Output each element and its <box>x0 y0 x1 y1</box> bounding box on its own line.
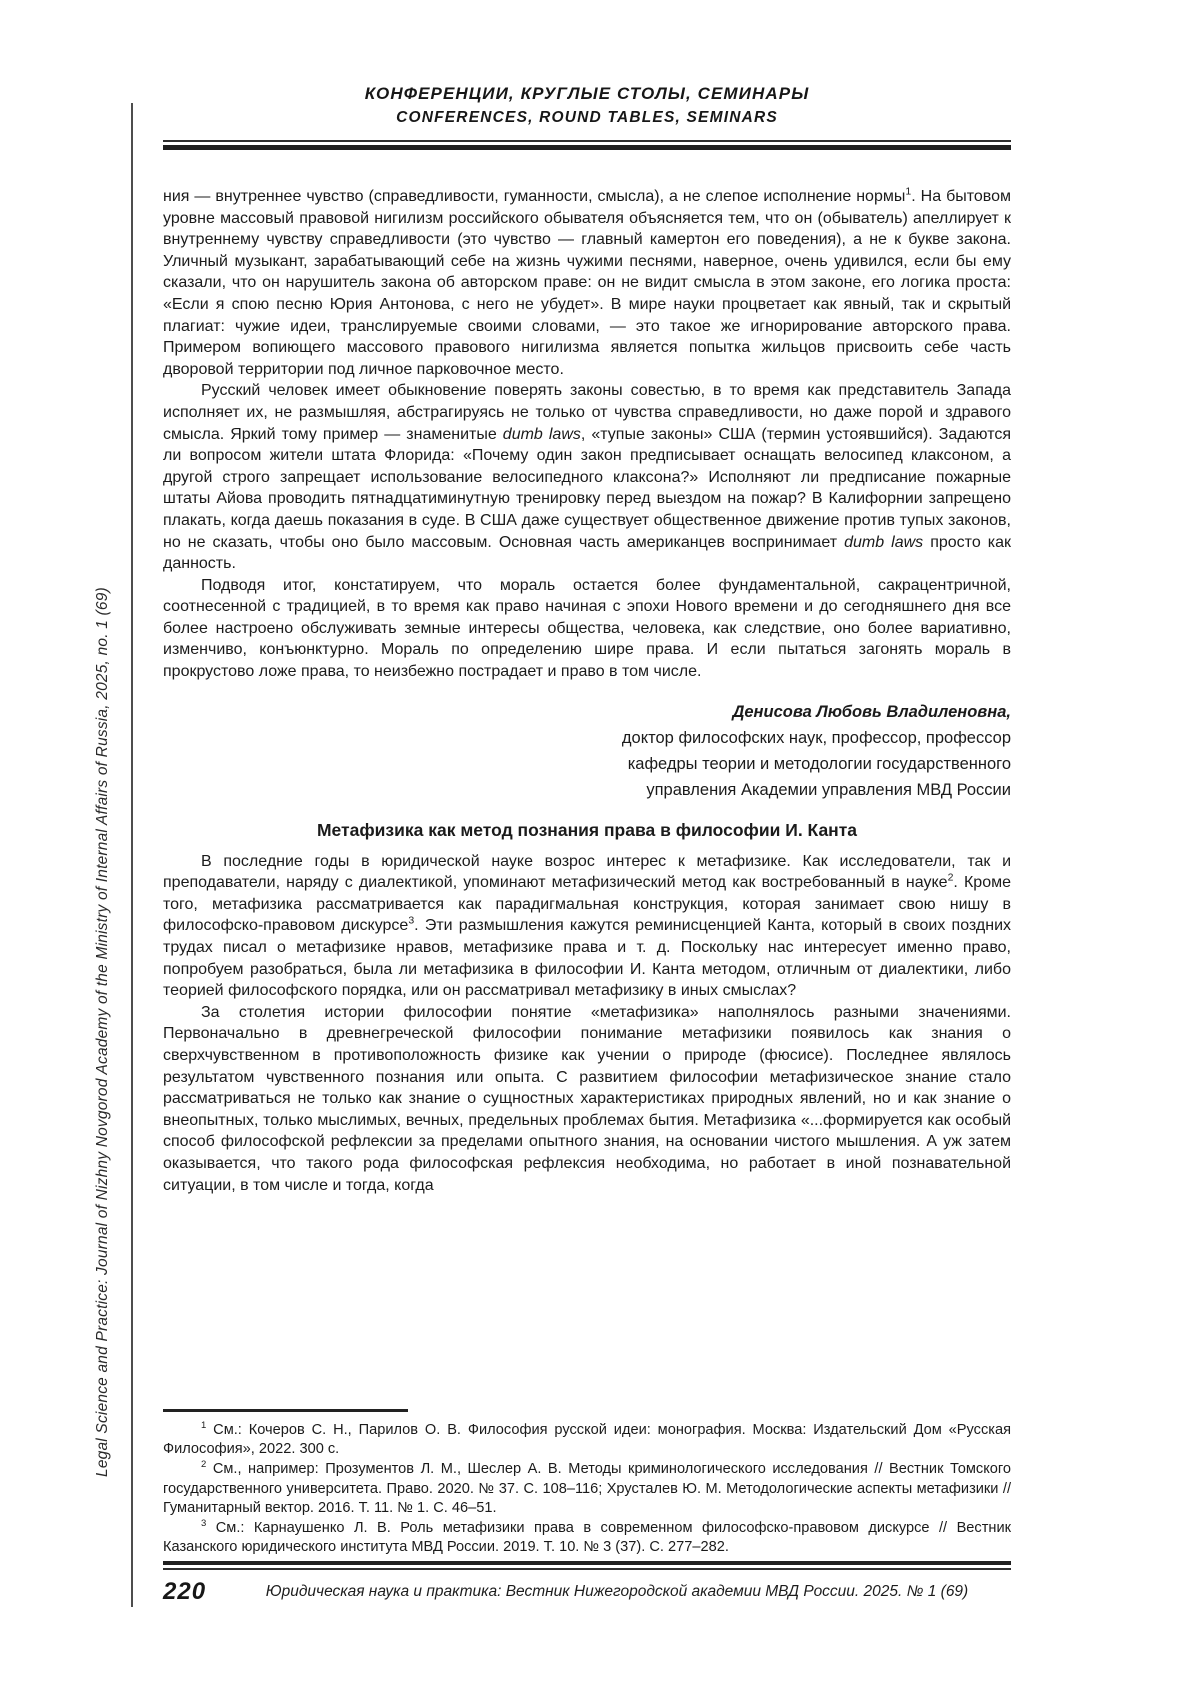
footer-row <box>163 1578 1011 1608</box>
footnote-marker: 1 <box>905 185 912 198</box>
previous-article-end <box>163 186 1011 683</box>
footnote-marker: 2 <box>947 871 954 884</box>
italic-term: dumb laws <box>502 425 581 443</box>
header-rules <box>163 140 1011 150</box>
journal-citation: Юридическая наука и практика: Вестник Нижегородской академии МВД России. 2025. № 1 (69) <box>265 1583 969 1600</box>
header-rule-thick <box>163 145 1011 150</box>
running-head-ru: КОНФЕРЕНЦИИ, КРУГЛЫЕ СТОЛЫ, СЕМИНАРЫ <box>364 84 810 103</box>
author-block <box>163 699 1011 803</box>
author-name: Денисова Любовь Владиленовна, <box>732 702 1011 721</box>
footnote: $^2$ См., например: Прозументов Л. М., Шеслер А. В. Методы криминологического исследования // Вестник Томского государственного университета. Право. 2020. № 37. С. 108–116; Хрусталев Ю. М. Методологические аспекты метафизики // Гуманитарный вектор. 2016. Т. 11. № 1. С. 46–51. <box>163 1459 1011 1517</box>
author-affiliation-line: доктор философских наук, профессор, профессор <box>621 728 1011 747</box>
paragraph: ния — внутреннее чувство (справедливости, гуманности, смысла), а не слепое исполнение нормы$^1$. На бытовом уровне массовый правовой нигилизм российского обывателя объясняется тем, что он (обыватель) апеллирует к внутреннему чувству справедливости (это чувство — главный камертон его поведения), а не к букве закона. Уличный музыкант, зарабатывающий себе на жизнь чужими песнями, наверное, очень удивился, если бы ему сказали, что он нарушитель закона об авторском праве: он не видит смысла в этом законе, его логика проста: «Если я спою песню Юрия Антонова, с него не убудет». В мире науки процветает как явный, так и скрытый плагиат: чужие идеи, транслируемые своими словами, — это такое же игнорирование авторского права. Примером вопиющего массового правового нигилизма является попытка жильцов присвоить себе часть дворовой территории под личное парковочное место. <box>163 185 1012 378</box>
page-body <box>163 186 1011 1558</box>
footnote: $^1$ См.: Кочеров С. Н., Парилов О. В. Философия русской идеи: монография. Москва: Издательский Дом «Русская Философия», 2022. 300 с. <box>163 1419 1011 1458</box>
article-body <box>163 851 1011 1197</box>
left-margin-rule <box>131 103 133 1607</box>
footer-rule-thin <box>163 1568 1011 1570</box>
journal-title-vertical: Legal Science and Practice: Journal of Nizhny Novgorod Academy of the Ministry of Internal Affairs of Russia, 2025, no. 1 (69) <box>94 587 111 1477</box>
author-affiliation-line: управления Академии управления МВД России <box>646 780 1011 799</box>
running-head <box>163 84 1011 150</box>
italic-term: dumb laws <box>844 533 924 551</box>
footnote: $^3$ См.: Карнаушенко Л. В. Роль метафизики права в современном философско-правовом дискурсе // Вестник Казанского юридического института МВД России. 2019. Т. 10. № 3 (37). С. 277–282. <box>163 1517 1011 1556</box>
footnote-number: 1 <box>201 1419 207 1431</box>
article-title: Метафизика как метод познания права в философии И. Канта <box>316 819 858 840</box>
footnote-separator <box>163 1409 408 1412</box>
footer-rule-thick <box>163 1561 1011 1565</box>
header-rule-thin <box>163 140 1011 142</box>
paragraph: За столетия истории философии понятие «метафизика» наполнялось разными значениями. Первоначально в древнегреческой философии понимание метафизики появилось как знания о сверхчувственном в противоположность физике как учении о природе (фюсисе). Последнее являлось результатом чувственного познания или опыта. С развитием философии метафизическое знание стало рассматриваться не только как знание о сущностных характеристиках природных явлений, но и как знание о внеопытных, только мыслимых, вечных, предельных проблемах бытия. Метафизика «...формируется как особый способ философской рефлексии за пределами опытного знания, на основании чистого мышления. А уж затем оказывается, что такого рода философская рефлексия необходима, но работает в иной познавательной ситуации, в том числе и тогда, когда <box>163 1003 1011 1194</box>
footnotes <box>163 1421 1011 1558</box>
author-affiliation <box>163 725 1011 803</box>
running-head-en: CONFERENCES, ROUND TABLES, SEMINARS <box>396 109 778 126</box>
footnote-number: 2 <box>201 1459 207 1471</box>
footnote-block <box>163 1409 1011 1558</box>
paragraph: Русский человек имеет обыкновение поверять законы совестью, в то время как представитель Запада исполняет их, не размышляя, абстрагируясь не только от чувства справедливости, но даже порой и здравого смысла. Яркий тому пример — знаменитые dumb laws, «тупые законы» США (термин устоявшийся). Задаются ли вопросом жители штата Флорида: «Почему один закон предписывает оснащать велосипед клаксоном, а другой строго запрещает использование велосипедного клаксона?» Исполняют ли предписание пожарные штаты Айова проводить пятнадцатиминутную тренировку перед выездом на пожар? В Калифорнии запрещено плакать, когда даешь показания в суде. В США даже существует общественное движение против тупых законов, но не сказать, чтобы оно было массовым. Основная часть американцев воспринимает dumb laws просто как данность. <box>163 382 1012 573</box>
page-footer <box>163 1561 1011 1608</box>
author-affiliation-line: кафедры теории и методологии государственного <box>627 754 1011 773</box>
paragraph: В последние годы в юридической науке возрос интерес к метафизике. Как исследователи, так и преподаватели, наряду с диалектикой, упоминают метафизический метод как востребованный в науке$^2$. Кроме того, метафизика рассматривается как парадигмальная конструкция, которая занимает свою нишу в философско-правовом дискурсе$^3$. Эти размышления кажутся реминисценцией Канта, который в своих поздних трудах писал о метафизике нравов, метафизике права и т. д. Поскольку нас интересует именно право, попробуем разобраться, была ли метафизика в философии И. Канта методом, отличным от диалектики, либо теорией философского порядка, или он рассматривал метафизику в иных смыслах? <box>163 852 1012 1000</box>
footnote-marker: 3 <box>408 915 415 928</box>
page-number: 220 <box>163 1578 207 1605</box>
footnote-number: 3 <box>201 1517 207 1529</box>
paragraph: Подводя итог, констатируем, что мораль остается более фундаментальной, сакрацентричной, соотнесенной с традицией, в то время как право начиная с эпохи Нового времени и до сегодняшнего дня все более настроено обслуживать земные интересы общества, человека, как следствие, оно более вариативно, изменчиво, конъюнктурно. Мораль по определению шире права. И если пытаться загонять мораль в прокрустово ложе права, то неизбежно пострадает и право в том числе. <box>163 576 1011 681</box>
